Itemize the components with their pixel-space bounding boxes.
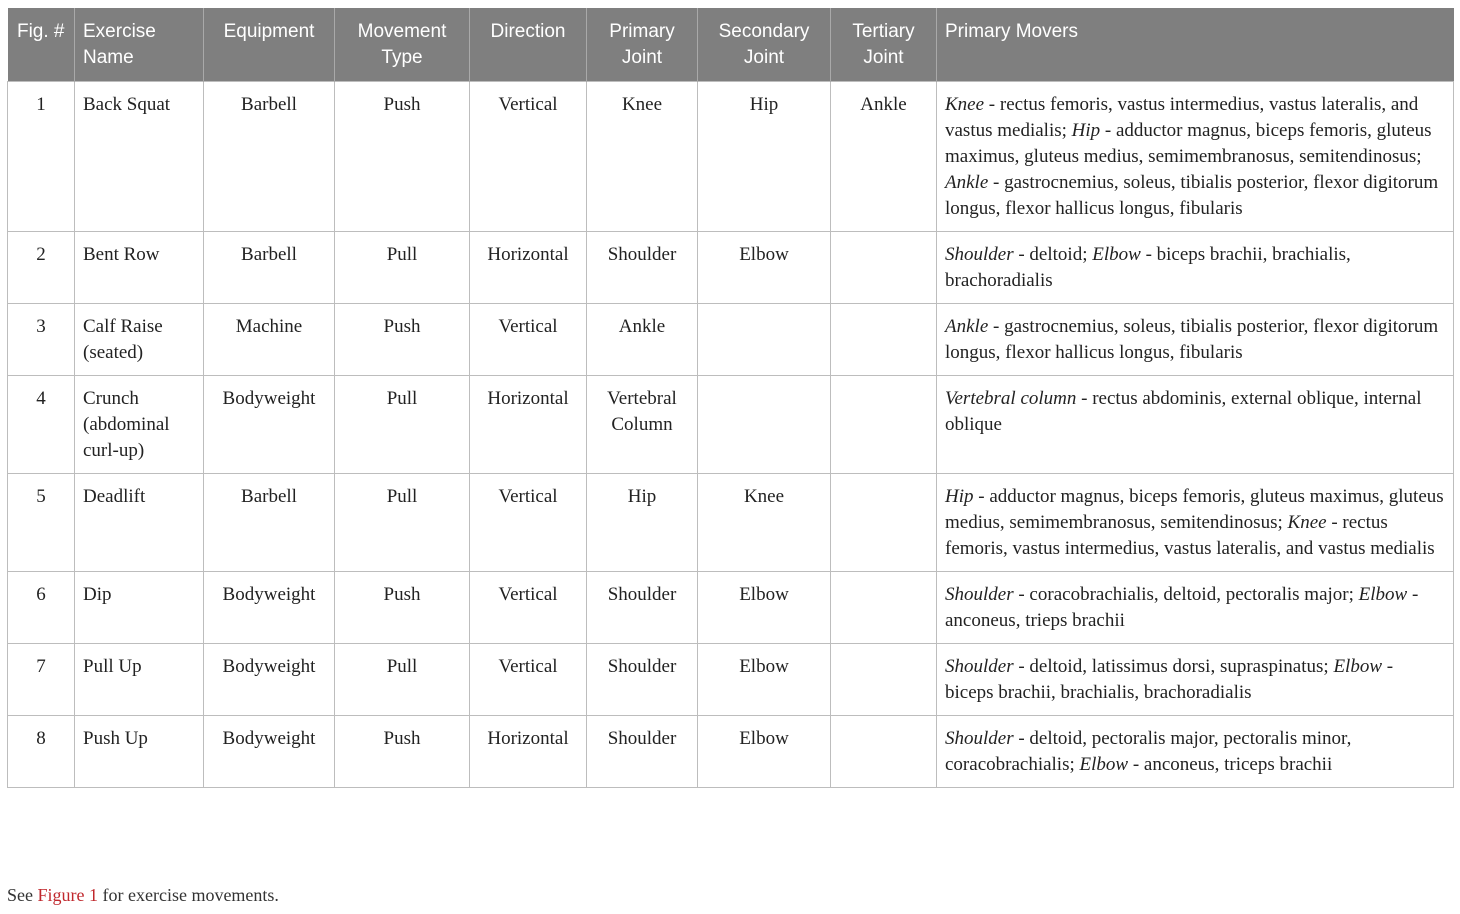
cell-secondary-joint: Elbow xyxy=(698,232,831,304)
cell-direction: Vertical xyxy=(470,572,587,644)
mover-muscles: - rectus abdominis, external oblique, internal oblique xyxy=(945,388,1422,435)
table-body xyxy=(8,82,1454,788)
table-row xyxy=(8,716,1454,788)
cell-fig: 8 xyxy=(8,716,75,788)
cell-fig: 4 xyxy=(8,376,75,474)
cell-exercise-name: Push Up xyxy=(75,716,204,788)
cell-exercise-name: Bent Row xyxy=(75,232,204,304)
table-row xyxy=(8,572,1454,644)
cell-primary-joint: Shoulder xyxy=(587,716,698,788)
cell-movement-type: Pull xyxy=(335,644,470,716)
mover-muscles: - adductor magnus, biceps femoris, gluteus maximus, gluteus medius, semimembranosus, semitendinosus; xyxy=(945,486,1444,533)
mover-muscles: - deltoid, pectoralis major, pectoralis minor, coracobrachialis; xyxy=(945,728,1352,775)
mover-joint-label: Hip xyxy=(1071,120,1101,141)
footnote-suffix: for exercise movements. xyxy=(98,885,279,905)
footnote-prefix: See xyxy=(7,885,38,905)
mover-joint-label: Elbow xyxy=(1079,754,1129,775)
cell-exercise-name: Calf Raise (seated) xyxy=(75,304,204,376)
cell-primary-movers xyxy=(937,82,1454,232)
cell-movement-type: Push xyxy=(335,716,470,788)
cell-primary-joint: Knee xyxy=(587,82,698,232)
cell-direction: Horizontal xyxy=(470,232,587,304)
header-fig: Fig. # xyxy=(8,8,75,82)
cell-fig: 3 xyxy=(8,304,75,376)
cell-secondary-joint xyxy=(698,376,831,474)
cell-equipment: Barbell xyxy=(204,474,335,572)
mover-muscles: - rectus femoris, vastus intermedius, vastus lateralis, and vastus medialis; xyxy=(945,94,1419,141)
header-primary-movers: Primary Movers xyxy=(937,8,1454,82)
cell-movement-type: Push xyxy=(335,82,470,232)
header-secondary-joint: Secondary Joint xyxy=(698,8,831,82)
header-row xyxy=(8,8,1454,82)
mover-joint-label: Elbow xyxy=(1333,656,1382,677)
cell-exercise-name: Deadlift xyxy=(75,474,204,572)
cell-exercise-name: Back Squat xyxy=(75,82,204,232)
mover-joint-label: Elbow xyxy=(1358,584,1408,605)
cell-primary-movers xyxy=(937,644,1454,716)
mover-muscles: - deltoid, latissimus dorsi, supraspinatus; xyxy=(1013,656,1334,677)
mover-muscles: - deltoid; xyxy=(1013,244,1093,265)
table-row xyxy=(8,644,1454,716)
cell-tertiary-joint xyxy=(831,572,937,644)
table-row xyxy=(8,232,1454,304)
mover-joint-label: Ankle xyxy=(945,172,989,193)
table-row xyxy=(8,82,1454,232)
cell-primary-movers xyxy=(937,572,1454,644)
mover-joint-label: Shoulder xyxy=(945,244,1014,265)
exercise-table-container xyxy=(7,8,1453,788)
header-movement-type: Movement Type xyxy=(335,8,470,82)
cell-equipment: Machine xyxy=(204,304,335,376)
cell-fig: 5 xyxy=(8,474,75,572)
mover-muscles: - coracobrachialis, deltoid, pectoralis major; xyxy=(1013,584,1359,605)
exercise-table xyxy=(7,8,1454,788)
cell-movement-type: Pull xyxy=(335,474,470,572)
cell-secondary-joint: Elbow xyxy=(698,644,831,716)
mover-joint-label: Knee xyxy=(945,94,985,115)
cell-equipment: Bodyweight xyxy=(204,644,335,716)
table-row xyxy=(8,474,1454,572)
mover-muscles: - biceps brachii, brachialis, brachoradialis xyxy=(945,656,1394,703)
cell-movement-type: Pull xyxy=(335,232,470,304)
cell-tertiary-joint xyxy=(831,304,937,376)
table-row xyxy=(8,376,1454,474)
cell-movement-type: Pull xyxy=(335,376,470,474)
cell-exercise-name: Dip xyxy=(75,572,204,644)
cell-primary-joint: Vertebral Column xyxy=(587,376,698,474)
mover-joint-label: Elbow xyxy=(1092,244,1141,265)
mover-joint-label: Shoulder xyxy=(945,728,1014,749)
cell-tertiary-joint: Ankle xyxy=(831,82,937,232)
mover-joint-label: Knee xyxy=(1287,512,1327,533)
cell-exercise-name: Crunch (abdominal curl-up) xyxy=(75,376,204,474)
figure-1-link[interactable]: Figure 1 xyxy=(37,885,98,905)
cell-primary-joint: Shoulder xyxy=(587,644,698,716)
cell-movement-type: Push xyxy=(335,304,470,376)
cell-secondary-joint xyxy=(698,304,831,376)
cell-tertiary-joint xyxy=(831,376,937,474)
table-footnote xyxy=(7,885,279,906)
mover-muscles: - gastrocnemius, soleus, tibialis posterior, flexor digitorum longus, flexor hallicus longus, fibularis xyxy=(945,316,1439,363)
cell-secondary-joint: Knee xyxy=(698,474,831,572)
mover-joint-label: Ankle xyxy=(945,316,989,337)
mover-muscles: - biceps brachii, brachialis, brachoradialis xyxy=(945,244,1351,291)
cell-fig: 1 xyxy=(8,82,75,232)
cell-primary-joint: Shoulder xyxy=(587,232,698,304)
header-primary-joint: Primary Joint xyxy=(587,8,698,82)
mover-muscles: - rectus femoris, vastus intermedius, vastus lateralis, and vastus medialis xyxy=(945,512,1435,559)
cell-direction: Vertical xyxy=(470,82,587,232)
cell-secondary-joint: Elbow xyxy=(698,716,831,788)
cell-primary-movers xyxy=(937,304,1454,376)
cell-movement-type: Push xyxy=(335,572,470,644)
header-equipment: Equipment xyxy=(204,8,335,82)
cell-direction: Horizontal xyxy=(470,376,587,474)
cell-primary-joint: Hip xyxy=(587,474,698,572)
cell-direction: Vertical xyxy=(470,474,587,572)
cell-secondary-joint: Hip xyxy=(698,82,831,232)
cell-equipment: Barbell xyxy=(204,82,335,232)
cell-primary-movers xyxy=(937,376,1454,474)
mover-joint-label: Hip xyxy=(945,486,974,507)
cell-tertiary-joint xyxy=(831,232,937,304)
mover-joint-label: Shoulder xyxy=(945,584,1014,605)
cell-equipment: Bodyweight xyxy=(204,376,335,474)
cell-equipment: Barbell xyxy=(204,232,335,304)
cell-primary-joint: Ankle xyxy=(587,304,698,376)
cell-fig: 7 xyxy=(8,644,75,716)
cell-direction: Horizontal xyxy=(470,716,587,788)
mover-joint-label: Shoulder xyxy=(945,656,1014,677)
header-direction: Direction xyxy=(470,8,587,82)
header-exercise-name: Exercise Name xyxy=(75,8,204,82)
cell-exercise-name: Pull Up xyxy=(75,644,204,716)
cell-equipment: Bodyweight xyxy=(204,716,335,788)
table-row xyxy=(8,304,1454,376)
cell-direction: Vertical xyxy=(470,304,587,376)
mover-muscles: - adductor magnus, biceps femoris, gluteus maximus, gluteus medius, semimembranosus, semitendinosus; xyxy=(945,120,1432,167)
cell-tertiary-joint xyxy=(831,716,937,788)
mover-muscles: - anconeus, trieps brachii xyxy=(945,584,1419,631)
cell-primary-movers xyxy=(937,232,1454,304)
cell-secondary-joint: Elbow xyxy=(698,572,831,644)
cell-direction: Vertical xyxy=(470,644,587,716)
cell-primary-movers xyxy=(937,474,1454,572)
cell-primary-movers xyxy=(937,716,1454,788)
mover-muscles: - anconeus, triceps brachii xyxy=(1128,754,1333,775)
cell-fig: 2 xyxy=(8,232,75,304)
cell-fig: 6 xyxy=(8,572,75,644)
cell-tertiary-joint xyxy=(831,644,937,716)
cell-primary-joint: Shoulder xyxy=(587,572,698,644)
mover-muscles: - gastrocnemius, soleus, tibialis posterior, flexor digitorum longus, flexor hallicus longus, fibularis xyxy=(945,172,1439,219)
header-tertiary-joint: Tertiary Joint xyxy=(831,8,937,82)
cell-tertiary-joint xyxy=(831,474,937,572)
cell-equipment: Bodyweight xyxy=(204,572,335,644)
mover-joint-label: Vertebral column xyxy=(945,388,1077,409)
